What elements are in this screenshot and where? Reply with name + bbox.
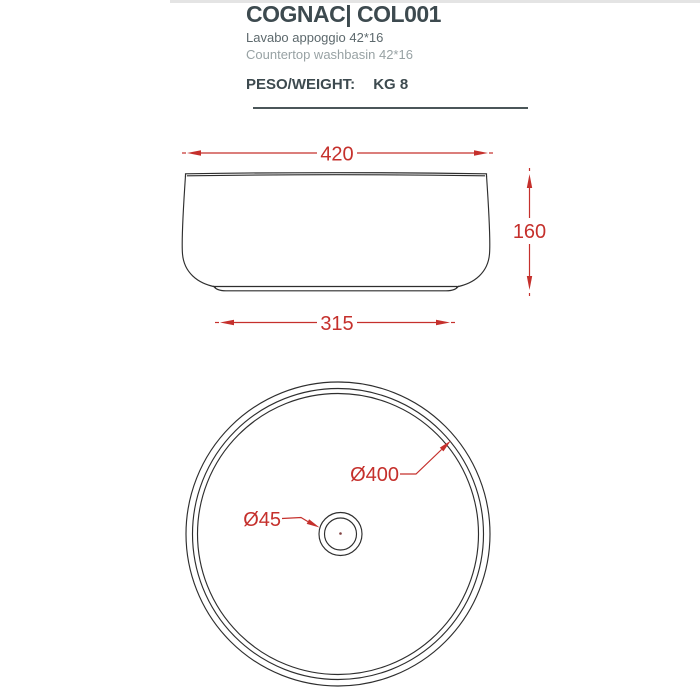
dim-width-top-value: 420	[320, 143, 354, 166]
outer-diameter-value: Ø400	[350, 464, 399, 486]
drain-center-mark	[339, 532, 342, 535]
dim-height-value: 160	[512, 221, 547, 243]
drain-hole	[319, 513, 362, 556]
dim-width-top	[182, 144, 493, 166]
weight-value: KG 8	[373, 76, 409, 94]
side-view-drawing	[182, 173, 490, 291]
drain-diameter-value: Ø45	[243, 509, 281, 531]
dim-height	[513, 168, 546, 296]
subtitle-italian: Lavabo appoggio 42*16	[246, 30, 384, 46]
label-drain-diameter	[243, 509, 319, 531]
label-outer-diameter	[350, 441, 451, 487]
dim-width-bottom	[215, 313, 455, 335]
weight-label: PESO/WEIGHT:	[246, 76, 356, 94]
dim-width-bottom-value: 315	[320, 313, 354, 335]
subtitle-english: Countertop washbasin 42*16	[246, 47, 413, 63]
product-title: COGNAC| COL001	[246, 1, 441, 27]
top-view-drawing	[186, 382, 490, 686]
